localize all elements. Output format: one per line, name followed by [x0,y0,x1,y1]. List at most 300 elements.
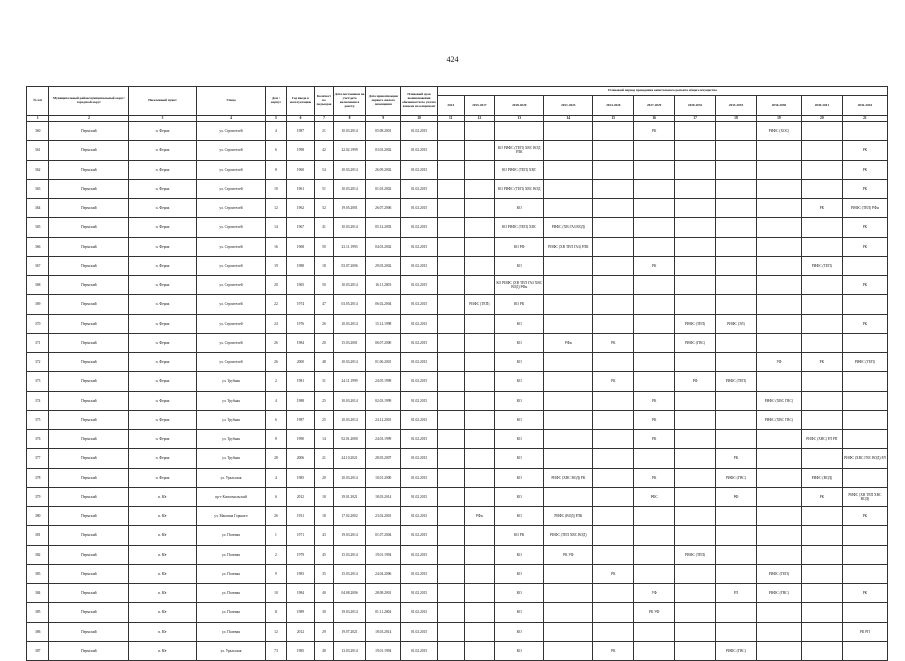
entrances-cell: 50 [315,237,333,256]
entrances-cell: 18 [315,256,333,275]
date-inventory-cell: 10.03.2014 [333,314,366,333]
table-row [27,507,888,526]
date-privatization-cell: 18.03.2014 [366,487,401,506]
entrances-cell: 20 [315,333,333,352]
period-cell [437,449,464,468]
municipality-cell: Пермский [49,584,129,603]
period-cell: РИФС (ТЕП) [842,353,887,372]
header-settlement: Населенный пункт [129,87,196,116]
row-number: 366 [27,237,49,256]
date-privatization-cell: 06.02.2004 [366,295,401,314]
table-row [27,584,888,603]
table-row [27,218,888,237]
entrances-cell: 48 [315,353,333,372]
deadline-cell: 01.02.2015 [401,584,438,603]
house-cell: 26 [266,507,286,526]
year-built-cell: 1961 [286,179,315,198]
period-cell [437,218,464,237]
period-cell [634,564,675,583]
year-built-cell: 1981 [286,372,315,391]
table-row [27,314,888,333]
period-cell: КО [495,545,544,564]
settlement-cell: п. Ферма [129,160,196,179]
period-cell [437,391,464,410]
deadline-cell: 01.02.2015 [401,160,438,179]
period-cell [634,372,675,391]
column-number: 3 [129,116,196,122]
period-cell [544,122,593,141]
column-number: 17 [675,116,716,122]
period-cell: РФн [464,507,495,526]
entrances-cell: 18 [315,507,333,526]
period-cell [464,622,495,641]
period-cell [544,141,593,160]
row-number: 376 [27,430,49,449]
street-cell: ул. Строителей [196,160,266,179]
period-cell: РФ [716,487,757,506]
period-cell [634,622,675,641]
period-cell [464,603,495,622]
settlement-cell: п. Юг [129,564,196,583]
column-number: 20 [801,116,842,122]
house-cell: 73 [266,641,286,660]
column-number: 18 [716,116,757,122]
period-cell: РИФС (ВОД) РЛК [544,507,593,526]
header-period: 2024-2026 [593,96,634,116]
period-cell [593,449,634,468]
row-number: 365 [27,218,49,237]
period-cell [437,545,464,564]
street-cell: ул. Трубная [196,391,266,410]
period-cell [801,526,842,545]
period-cell [437,141,464,160]
municipality-cell: Пермский [49,199,129,218]
period-cell [675,160,716,179]
street-cell: ул. Трубная [196,430,266,449]
period-cell [801,449,842,468]
period-cell [756,468,801,487]
period-cell [716,564,757,583]
street-cell: ул. Строителей [196,314,266,333]
municipality-cell: Пермский [49,507,129,526]
header-plan-period: Плановый период проведения капитального ремонта общего имущества [437,87,887,96]
entrances-cell: 50 [315,276,333,295]
row-number: 373 [27,372,49,391]
period-cell [464,430,495,449]
table-row [27,276,888,295]
row-number: 384 [27,584,49,603]
column-number: 8 [333,116,366,122]
date-inventory-cell: 22.02.1999 [333,141,366,160]
period-cell [544,353,593,372]
period-cell: КО РК [495,295,544,314]
period-cell: РИФС (ВОД) [801,468,842,487]
period-cell [756,199,801,218]
period-cell [675,391,716,410]
street-cell: ул. Строителей [196,179,266,198]
house-cell: 10 [266,584,286,603]
date-inventory-cell: 10.03.2014 [333,276,366,295]
year-built-cell: 1984 [286,584,315,603]
period-cell: РК [842,276,887,295]
header-period: 2014 [437,96,464,116]
date-inventory-cell: 10.03.2014 [333,410,366,429]
period-cell: РК [634,430,675,449]
period-cell [544,391,593,410]
row-number: 386 [27,622,49,641]
period-cell [756,237,801,256]
period-cell [464,449,495,468]
deadline-cell: 01.02.2015 [401,391,438,410]
deadline-cell: 01.02.2015 [401,218,438,237]
house-cell: 22 [266,295,286,314]
period-cell [437,122,464,141]
settlement-cell: п. Ферма [129,237,196,256]
street-cell: ул. Полевая [196,564,266,583]
municipality-cell: Пермский [49,333,129,352]
period-cell: РК [593,564,634,583]
period-cell: КО [495,564,544,583]
period-cell: РК УФ [634,603,675,622]
period-cell [437,199,464,218]
street-cell: ул. Полевая [196,603,266,622]
street-cell: ул. Строителей [196,141,266,160]
header-date-first-privatization: Дата приватизации первого жилого помещения [366,87,401,116]
deadline-cell: 01.02.2015 [401,545,438,564]
deadline-cell: 01.02.2015 [401,622,438,641]
municipality-cell: Пермский [49,526,129,545]
date-privatization-cell: 24.12.2001 [366,410,401,429]
period-cell [842,410,887,429]
header-date-inventory: Дата постановки на учет/дата включения в реестр [333,87,366,116]
period-cell [801,122,842,141]
period-cell [756,372,801,391]
row-number: 372 [27,353,49,372]
period-cell [801,603,842,622]
period-cell: РК [593,641,634,660]
period-cell [544,160,593,179]
date-privatization-cell: 02.03.1999 [366,391,401,410]
period-cell [464,122,495,141]
period-cell [675,430,716,449]
settlement-cell: п. Ферма [129,276,196,295]
date-inventory-cell: 19.03.2014 [333,603,366,622]
entrances-cell: 25 [315,391,333,410]
house-cell: 4 [266,122,286,141]
period-cell [756,449,801,468]
period-cell [593,410,634,429]
entrances-cell: 47 [315,295,333,314]
municipality-cell: Пермский [49,122,129,141]
date-privatization-cell: 05.08.2001 [366,122,401,141]
period-cell [716,179,757,198]
column-number: 10 [401,116,438,122]
period-cell [544,622,593,641]
street-cell: ул. Строителей [196,122,266,141]
period-cell: КО РИФС (ТЕП) ХВС [495,160,544,179]
period-cell [437,430,464,449]
settlement-cell: п. Юг [129,526,196,545]
period-cell: РК [801,199,842,218]
header-period: 2033-2035 [716,96,757,116]
settlement-cell: п. Ферма [129,122,196,141]
house-cell: 9 [266,564,286,583]
period-cell [716,141,757,160]
year-built-cell: 1962 [286,199,315,218]
period-cell [756,141,801,160]
period-cell [464,641,495,660]
period-cell [593,237,634,256]
municipality-cell: Пермский [49,449,129,468]
period-cell [464,218,495,237]
year-built-cell: 1985 [286,641,315,660]
period-cell [593,256,634,275]
table-row [27,545,888,564]
period-cell [464,237,495,256]
period-cell [464,141,495,160]
date-privatization-cell: 18.03.2014 [366,622,401,641]
period-cell [675,141,716,160]
municipality-cell: Пермский [49,237,129,256]
period-cell [842,545,887,564]
period-cell [801,507,842,526]
period-cell: РИФС (ГВС) [716,468,757,487]
header-entrances: Количество подъездов [315,87,333,116]
period-cell [634,237,675,256]
year-built-cell: 1979 [286,545,315,564]
period-cell [437,333,464,352]
period-cell [464,353,495,372]
column-number: 5 [266,116,286,122]
period-cell [634,276,675,295]
date-inventory-cell: 23.11.1993 [333,237,366,256]
date-inventory-cell: 15.03.2001 [333,333,366,352]
column-number: 11 [437,116,464,122]
period-cell: РК [593,333,634,352]
street-cell: ул. Максима Горького [196,507,266,526]
house-cell: 12 [266,622,286,641]
street-cell: ул. Строителей [196,218,266,237]
header-house: Дом / корпус [266,87,286,116]
date-inventory-cell: 10.03.2014 [333,122,366,141]
period-cell: РК [716,449,757,468]
period-cell [544,276,593,295]
year-built-cell: 1931 [286,507,315,526]
period-cell: КО РИФС (ТЕП) ХВС [495,218,544,237]
table-row [27,449,888,468]
period-cell [464,468,495,487]
date-privatization-cell: 01.07.2004 [366,526,401,545]
date-inventory-cell: 03.07.2006 [333,256,366,275]
period-cell [464,564,495,583]
deadline-cell: 01.02.2015 [401,564,438,583]
date-privatization-cell: 24.03.1999 [366,430,401,449]
municipality-cell: Пермский [49,218,129,237]
period-cell [544,314,593,333]
municipality-cell: Пермский [49,141,129,160]
entrances-cell: 30 [315,603,333,622]
date-inventory-cell: 04.08.2006 [333,584,366,603]
period-cell [842,564,887,583]
date-privatization-cell: 01.03.2002 [366,179,401,198]
deadline-cell: 01.02.2015 [401,641,438,660]
period-cell [634,333,675,352]
period-cell: РК [842,314,887,333]
period-cell [593,353,634,372]
settlement-cell: п. Юг [129,584,196,603]
entrances-cell: 31 [315,372,333,391]
entrances-cell: 20 [315,468,333,487]
period-cell: РК [842,507,887,526]
house-cell: 8 [266,160,286,179]
period-cell: РК УФ [544,545,593,564]
period-cell [593,468,634,487]
date-privatization-cell: 24.04.2006 [366,564,401,583]
house-cell: 19 [266,256,286,275]
period-cell [634,141,675,160]
period-cell: РК [593,372,634,391]
settlement-cell: п. Ферма [129,353,196,372]
date-privatization-cell: 26.07.2006 [366,199,401,218]
period-cell: КО РИФС (ТЕП) ХВС ВОД [495,179,544,198]
table-row [27,160,888,179]
row-number: 382 [27,545,49,564]
period-cell [437,160,464,179]
column-number: 14 [544,116,593,122]
house-cell: 6 [266,410,286,429]
period-cell [716,276,757,295]
period-cell [593,276,634,295]
period-cell: КО [495,584,544,603]
period-cell: РИФС (ТЕП) РФн [842,199,887,218]
house-cell: 2 [266,372,286,391]
year-built-cell: 1984 [286,333,315,352]
period-cell: РИФС (ХВ ТЕП ХВС ВОД) [842,487,887,506]
municipality-cell: Пермский [49,487,129,506]
period-cell: РФ [675,372,716,391]
table-row [27,430,888,449]
deadline-cell: 01.02.2015 [401,603,438,622]
settlement-cell: п. Юг [129,507,196,526]
period-cell [675,584,716,603]
period-cell [634,160,675,179]
house-cell: 11 [266,603,286,622]
entrances-cell: 26 [315,314,333,333]
period-cell: РК [634,256,675,275]
period-cell [716,218,757,237]
period-cell [756,641,801,660]
settlement-cell: п. Юг [129,641,196,660]
period-cell [437,237,464,256]
year-built-cell: 1983 [286,564,315,583]
settlement-cell: п. Ферма [129,372,196,391]
period-cell [842,372,887,391]
table-row [27,199,888,218]
row-number: 380 [27,507,49,526]
period-cell [593,430,634,449]
settlement-cell: п. Ферма [129,314,196,333]
period-cell: КО [495,468,544,487]
period-cell [464,276,495,295]
period-cell [801,237,842,256]
period-cell [437,564,464,583]
period-cell [495,122,544,141]
period-cell [437,276,464,295]
column-number: 7 [315,116,333,122]
municipality-cell: Пермский [49,179,129,198]
year-built-cell: 2000 [286,353,315,372]
date-inventory-cell: 24.10.2021 [333,449,366,468]
period-cell [675,237,716,256]
period-cell [437,584,464,603]
period-cell: КО [495,487,544,506]
period-cell [675,468,716,487]
date-privatization-cell: 01.06.2001 [366,353,401,372]
period-cell [675,526,716,545]
column-number: 1 [27,116,49,122]
period-cell: РИФС (ХОС) [756,122,801,141]
row-number: 371 [27,333,49,352]
deadline-cell: 01.02.2015 [401,122,438,141]
period-cell [544,584,593,603]
row-number: 375 [27,410,49,429]
period-cell [842,603,887,622]
entrances-cell: 21 [315,122,333,141]
period-cell [464,314,495,333]
period-cell [801,641,842,660]
period-cell [634,641,675,660]
period-cell: УФ [756,353,801,372]
date-privatization-cell: 29.03.2002 [366,256,401,275]
year-built-cell: 1960 [286,160,315,179]
period-cell [464,584,495,603]
street-cell: пр-т Комсомольский [196,487,266,506]
date-privatization-cell: 24.05.1999 [366,372,401,391]
house-cell: 4 [266,468,286,487]
row-number: 383 [27,564,49,583]
municipality-cell: Пермский [49,314,129,333]
entrances-cell: 54 [315,160,333,179]
table-row [27,141,888,160]
period-cell: РК [842,584,887,603]
period-cell: РК [842,160,887,179]
period-cell [842,468,887,487]
period-cell [801,410,842,429]
period-cell: КО РК [495,526,544,545]
period-cell [593,507,634,526]
period-cell: РК [842,218,887,237]
period-cell [634,199,675,218]
period-cell [801,295,842,314]
entrances-cell: 51 [315,179,333,198]
period-cell [716,237,757,256]
row-number: 377 [27,449,49,468]
date-privatization-cell: 01.11.2004 [366,603,401,622]
period-cell: РК [801,487,842,506]
period-cell [842,122,887,141]
period-cell [842,641,887,660]
row-number: 387 [27,641,49,660]
table-row [27,641,888,660]
period-cell: РИФС (ТЕП) [675,314,716,333]
entrances-cell: 14 [315,430,333,449]
entrances-cell: 35 [315,564,333,583]
period-cell [544,603,593,622]
period-cell: КО [495,641,544,660]
period-cell [801,141,842,160]
period-cell [634,449,675,468]
deadline-cell: 01.02.2015 [401,507,438,526]
